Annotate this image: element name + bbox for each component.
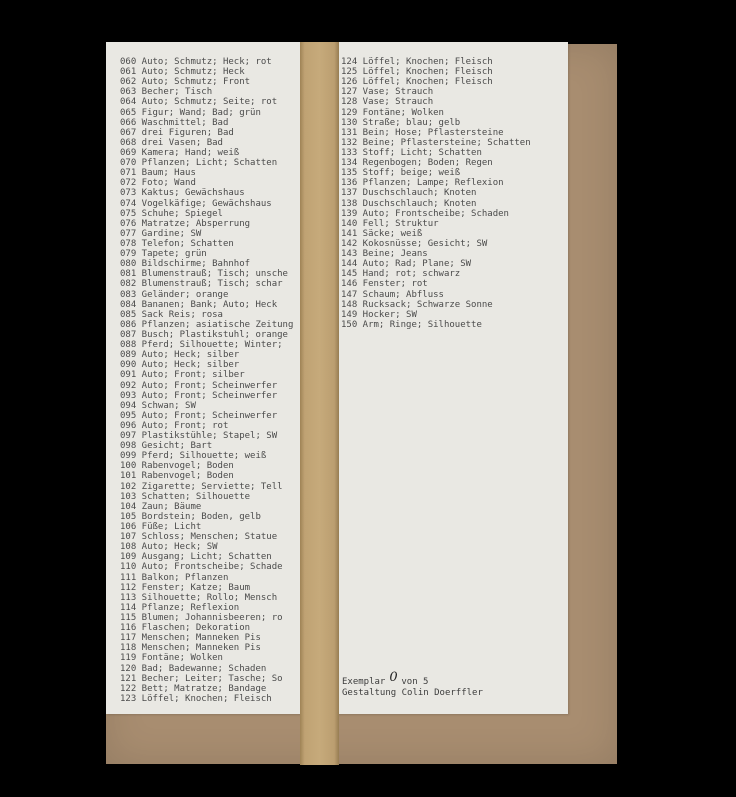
list-item: 135 Stoff; beige; weiß bbox=[341, 168, 461, 179]
list-item: 132 Beine; Pflastersteine; Schatten bbox=[341, 137, 531, 148]
list-item: 115 Blumen; Johannisbeeren; ro bbox=[120, 613, 283, 624]
list-item: 122 Bett; Matratze; Bandage bbox=[120, 683, 267, 694]
list-item: 066 Waschmittel; Bad bbox=[120, 117, 229, 128]
list-item: 078 Telefon; Schatten bbox=[120, 238, 234, 249]
list-item: 124 Löffel; Knochen; Fleisch bbox=[341, 57, 493, 67]
list-item: 117 Menschen; Manneken Pis bbox=[120, 633, 261, 644]
list-item: 108 Auto; Heck; SW bbox=[120, 542, 218, 553]
edition-suffix: von 5 bbox=[401, 677, 429, 687]
list-item: 113 Silhouette; Rollo; Mensch bbox=[120, 592, 278, 603]
list-item: 131 Bein; Hose; Pflastersteine bbox=[341, 127, 504, 138]
list-item: 149 Hocker; SW bbox=[341, 309, 417, 320]
list-item: 094 Schwan; SW bbox=[120, 400, 196, 411]
list-item: 142 Kokosnüsse; Gesicht; SW bbox=[341, 238, 488, 249]
list-column-right bbox=[341, 57, 563, 330]
list-item: 086 Pflanzen; asiatische Zeitung bbox=[120, 319, 294, 330]
list-item: 148 Rucksack; Schwarze Sonne bbox=[341, 299, 493, 310]
list-item: 129 Fontäne; Wolken bbox=[341, 107, 444, 118]
list-item: 126 Löffel; Knochen; Fleisch bbox=[341, 77, 493, 88]
list-item: 125 Löffel; Knochen; Fleisch bbox=[341, 67, 493, 78]
list-item: 112 Fenster; Katze; Baum bbox=[120, 582, 251, 593]
list-item: 064 Auto; Schmutz; Seite; rot bbox=[120, 97, 278, 108]
list-item: 120 Bad; Badewanne; Schaden bbox=[120, 663, 267, 674]
list-item: 092 Auto; Front; Scheinwerfer bbox=[120, 380, 278, 391]
edition-label bbox=[342, 670, 429, 687]
list-item: 116 Flaschen; Dekoration bbox=[120, 623, 251, 634]
list-item: 138 Duschschlauch; Knoten bbox=[341, 198, 477, 209]
list-item: 146 Fenster; rot bbox=[341, 279, 428, 290]
list-item: 074 Vogelkäfige; Gewächshaus bbox=[120, 198, 272, 209]
list-item: 123 Löffel; Knochen; Fleisch bbox=[120, 693, 272, 704]
list-item: 095 Auto; Front; Scheinwerfer bbox=[120, 410, 278, 421]
list-item: 089 Auto; Heck; silber bbox=[120, 350, 240, 361]
list-item: 080 Bildschirme; Bahnhof bbox=[120, 259, 251, 270]
list-item: 140 Fell; Struktur bbox=[341, 218, 439, 229]
list-item: 090 Auto; Heck; silber bbox=[120, 360, 240, 371]
list-item: 130 Straße; blau; gelb bbox=[341, 117, 461, 128]
list-item: 103 Schatten; Silhouette bbox=[120, 491, 251, 502]
list-item: 063 Becher; Tisch bbox=[120, 87, 213, 98]
list-item: 118 Menschen; Manneken Pis bbox=[120, 643, 261, 654]
list-item: 134 Regenbogen; Boden; Regen bbox=[341, 158, 493, 169]
list-item: 136 Pflanzen; Lampe; Reflexion bbox=[341, 178, 504, 189]
list-item: 060 Auto; Schmutz; Heck; rot bbox=[120, 57, 272, 67]
list-item: 107 Schloss; Menschen; Statue bbox=[120, 532, 278, 543]
list-item: 081 Blumenstrauß; Tisch; unsche bbox=[120, 269, 288, 280]
list-item: 093 Auto; Front; Scheinwerfer bbox=[120, 390, 278, 401]
list-item: 062 Auto; Schmutz; Front bbox=[120, 77, 251, 88]
list-item: 143 Beine; Jeans bbox=[341, 249, 428, 260]
list-item: 082 Blumenstrauß; Tisch; schar bbox=[120, 279, 283, 290]
list-item: 099 Pferd; Silhouette; weiß bbox=[120, 451, 267, 462]
list-item: 128 Vase; Strauch bbox=[341, 97, 434, 108]
list-item: 145 Hand; rot; schwarz bbox=[341, 269, 461, 280]
design-credit: Gestaltung Colin Doerffler bbox=[342, 688, 483, 698]
list-item: 065 Figur; Wand; Bad; grün bbox=[120, 107, 261, 118]
list-item: 147 Schaum; Abfluss bbox=[341, 289, 444, 300]
list-item: 137 Duschschlauch; Knoten bbox=[341, 188, 477, 199]
list-item: 097 Plastikstühle; Stapel; SW bbox=[120, 431, 278, 442]
list-item: 091 Auto; Front; silber bbox=[120, 370, 245, 381]
list-item: 075 Schuhe; Spiegel bbox=[120, 208, 223, 219]
edition-prefix: Exemplar bbox=[342, 677, 386, 687]
list-item: 076 Matratze; Absperrung bbox=[120, 218, 251, 229]
list-item: 109 Ausgang; Licht; Schatten bbox=[120, 552, 272, 563]
list-item: 077 Gardine; SW bbox=[120, 228, 202, 239]
list-item: 102 Zigarette; Serviette; Tell bbox=[120, 481, 283, 492]
list-item: 101 Rabenvogel; Boden bbox=[120, 471, 234, 482]
list-item: 144 Auto; Rad; Plane; SW bbox=[341, 259, 472, 270]
list-item: 150 Arm; Ringe; Silhouette bbox=[341, 319, 482, 330]
list-item: 071 Baum; Haus bbox=[120, 168, 196, 179]
copy-number-handwritten: 0 bbox=[389, 670, 398, 685]
list-item: 127 Vase; Strauch bbox=[341, 87, 434, 98]
list-item: 073 Kaktus; Gewächshaus bbox=[120, 188, 245, 199]
list-item: 098 Gesicht; Bart bbox=[120, 441, 213, 452]
list-item: 133 Stoff; Licht; Schatten bbox=[341, 147, 482, 158]
elastic-band bbox=[300, 42, 339, 765]
list-item: 121 Becher; Leiter; Tasche; So bbox=[120, 673, 283, 684]
list-column-left bbox=[120, 57, 302, 704]
list-item: 141 Säcke; weiß bbox=[341, 228, 423, 239]
list-item: 087 Busch; Plastikstuhl; orange bbox=[120, 329, 288, 340]
list-item: 067 drei Figuren; Bad bbox=[120, 127, 234, 138]
list-item: 084 Bananen; Bank; Auto; Heck bbox=[120, 299, 278, 310]
list-item: 104 Zaun; Bäume bbox=[120, 501, 202, 512]
list-item: 083 Geländer; orange bbox=[120, 289, 229, 300]
list-item: 069 Kamera; Hand; weiß bbox=[120, 147, 240, 158]
list-item: 096 Auto; Front; rot bbox=[120, 420, 229, 431]
list-item: 114 Pflanze; Reflexion bbox=[120, 602, 240, 613]
list-item: 105 Bordstein; Boden, gelb bbox=[120, 511, 261, 522]
list-item: 106 Füße; Licht bbox=[120, 522, 202, 533]
list-item: 088 Pferd; Silhouette; Winter; bbox=[120, 340, 283, 351]
list-item: 139 Auto; Frontscheibe; Schaden bbox=[341, 208, 509, 219]
list-item: 070 Pflanzen; Licht; Schatten bbox=[120, 158, 278, 169]
list-item: 061 Auto; Schmutz; Heck bbox=[120, 67, 245, 78]
list-item: 100 Rabenvogel; Boden bbox=[120, 461, 234, 472]
colophon bbox=[342, 670, 483, 699]
list-item: 111 Balkon; Pflanzen bbox=[120, 572, 229, 583]
list-item: 119 Fontäne; Wolken bbox=[120, 653, 223, 664]
list-item: 072 Foto; Wand bbox=[120, 178, 196, 189]
list-item: 110 Auto; Frontscheibe; Schade bbox=[120, 562, 283, 573]
list-item: 085 Sack Reis; rosa bbox=[120, 309, 223, 320]
list-item: 079 Tapete; grün bbox=[120, 249, 207, 260]
list-item: 068 drei Vasen; Bad bbox=[120, 137, 223, 148]
